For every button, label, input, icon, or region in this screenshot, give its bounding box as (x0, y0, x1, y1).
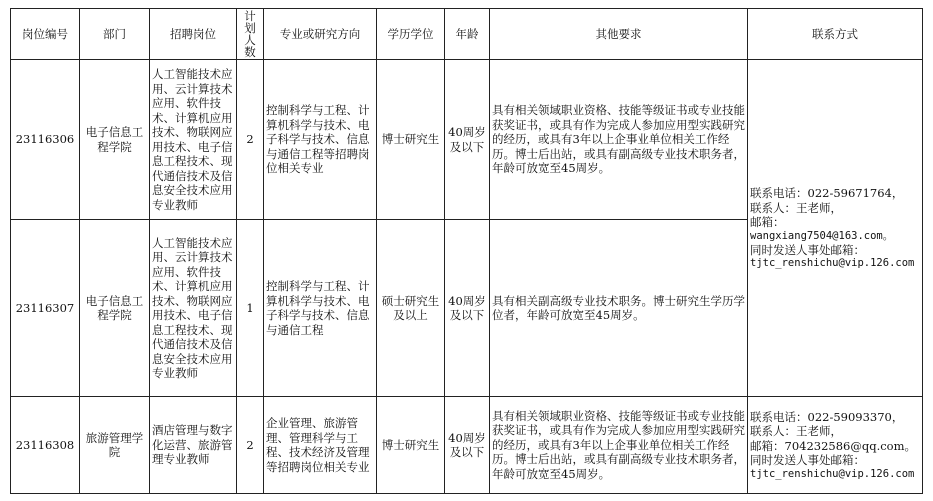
header-position-code: 岗位编号 (11, 9, 80, 60)
position-code: 23116306 (11, 60, 80, 220)
header-degree: 学历学位 (377, 9, 445, 60)
contact-also-send: 同时发送人事处邮箱： (750, 453, 865, 467)
position-title: 人工智能技术应用、云计算技术应用、软件技术、计算机应用技术、物联网应用技术、电子信息工程技术、现代通信技术及信息安全技术应用专业教师 (150, 60, 237, 220)
degree: 博士研究生 (377, 60, 445, 220)
table-header-row (11, 9, 923, 60)
header-department: 部门 (80, 9, 150, 60)
hr-email: tjtc_renshichu@vip.126.com (750, 467, 915, 480)
position-code: 23116308 (11, 397, 80, 494)
header-contact: 联系方式 (748, 9, 923, 60)
contact-email-label: 邮箱： (750, 215, 785, 229)
table-row (11, 397, 923, 494)
age-limit: 40周岁及以下 (445, 220, 490, 397)
position-code: 23116307 (11, 220, 80, 397)
other-requirements: 具有相关领域职业资格、技能等级证书或专业技能获奖证书，或具有作为完成人参加应用型实践研究的经历，或具有3年以上企事业单位相关工作经历。博士后出站，或具有副高级专业技术职务者，年龄可放宽至45周岁。 (490, 60, 748, 220)
header-major: 专业或研究方向 (264, 9, 377, 60)
contact-person: 联系人：王老师， (750, 200, 842, 215)
contact-phone: 联系电话：022-59093370， (750, 409, 904, 424)
header-age: 年龄 (445, 9, 490, 60)
department: 旅游管理学院 (80, 397, 150, 494)
contact-phone: 联系电话：022-59671764， (750, 186, 904, 200)
contact-email: wangxiang7504@163.com。 (750, 229, 894, 242)
department: 电子信息工程学院 (80, 60, 150, 220)
planned-count: 2 (237, 397, 264, 494)
other-requirements: 具有相关副高级专业技术职务。博士研究生学历学位者，年龄可放宽至45周岁。 (490, 220, 748, 397)
planned-count: 1 (237, 220, 264, 397)
contact-person: 联系人：王老师， (750, 424, 842, 438)
contact-also-send: 同时发送人事处邮箱： (750, 242, 865, 257)
degree: 硕士研究生及以上 (377, 220, 445, 397)
other-requirements: 具有相关领域职业资格、技能等级证书或专业技能获奖证书，或具有作为完成人参加应用型实践研究的经历，或具有3年以上企事业单位相关工作经历。博士后出站，或具有副高级专业技术职务者，年龄可放宽至45周岁。 (490, 397, 748, 494)
contact-info (748, 60, 923, 397)
major: 控制科学与工程、计算机科学与技术、电子科学与技术、信息与通信工程 (264, 220, 377, 397)
recruitment-table (10, 8, 923, 494)
cropped-previous-text (0, 0, 933, 6)
age-limit: 40周岁及以下 (445, 397, 490, 494)
major: 控制科学与工程、计算机科学与技术、电子科学与技术、信息与通信工程等招聘岗位相关专业 (264, 60, 377, 220)
degree: 博士研究生 (377, 397, 445, 494)
contact-email: 邮箱：704232586@qq.com。 (750, 438, 916, 453)
header-planned-count: 计划人数 (237, 9, 264, 60)
position-title: 人工智能技术应用、云计算技术应用、软件技术、计算机应用技术、物联网应用技术、电子信息工程技术、现代通信技术及信息安全技术应用专业教师 (150, 220, 237, 397)
planned-count: 2 (237, 60, 264, 220)
position-title: 酒店管理与数字化运营、旅游管理专业教师 (150, 397, 237, 494)
header-position: 招聘岗位 (150, 9, 237, 60)
hr-email: tjtc_renshichu@vip.126.com (750, 257, 915, 269)
contact-info (748, 397, 923, 494)
header-other-requirements: 其他要求 (490, 9, 748, 60)
major: 企业管理、旅游管理、管理科学与工程、技术经济及管理等招聘岗位相关专业 (264, 397, 377, 494)
department: 电子信息工程学院 (80, 220, 150, 397)
age-limit: 40周岁及以下 (445, 60, 490, 220)
table-row (11, 60, 923, 220)
